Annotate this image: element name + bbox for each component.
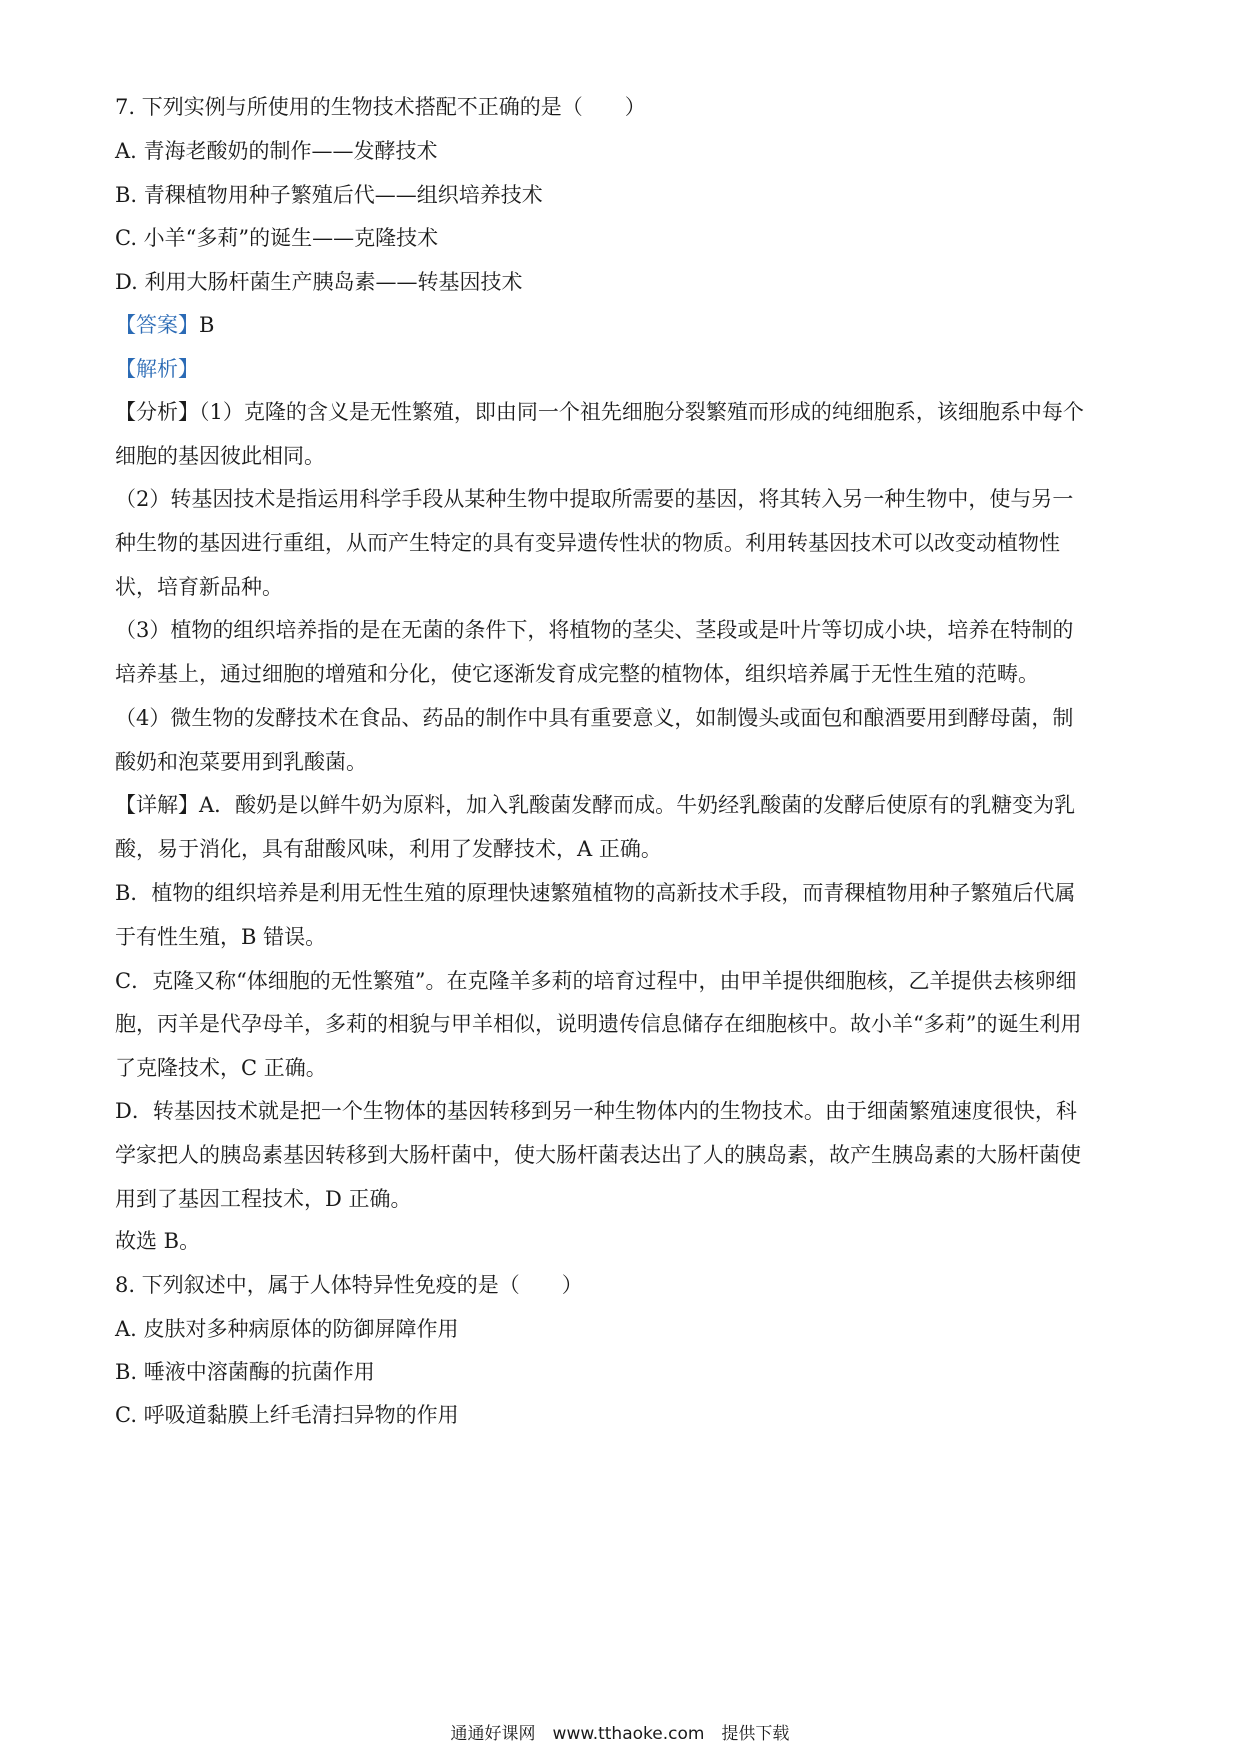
q7-option-a: A. 青海老酸奶的制作——发酵技术 xyxy=(115,139,438,163)
analysis-line xyxy=(115,659,1135,689)
analysis-text: 状，培育新品种。 xyxy=(115,575,283,599)
analysis-line xyxy=(115,878,1135,908)
analysis-text: （3）植物的组织培养指的是在无菌的条件下，将植物的茎尖、茎段或是叶片等切成小块，培养在特制的 xyxy=(115,618,1074,642)
analysis-text: 种生物的基因进行重组，从而产生特定的具有变异遗传性状的物质。利用转基因技术可以改变动植物性 xyxy=(115,531,1060,555)
analysis-text: 酸，易于消化，具有甜酸风味，利用了发酵技术，A 正确。 xyxy=(115,837,662,861)
analysis-line xyxy=(115,1096,1135,1126)
analysis-line xyxy=(115,441,1135,471)
q8-stem: 8. 下列叙述中，属于人体特异性免疫的是（ ） xyxy=(115,1273,583,1297)
analysis-text: （2）转基因技术是指运用科学手段从某种生物中提取所需要的基因，将其转入另一种生物中，使与另一 xyxy=(115,487,1074,511)
answer-tag: 【答案】 xyxy=(115,313,199,337)
analysis-text: 故选 B。 xyxy=(115,1229,201,1253)
q8-option-b: B. 唾液中溶菌酶的抗菌作用 xyxy=(115,1360,375,1384)
analysis-line xyxy=(115,397,1135,427)
analysis-text: 培养基上，通过细胞的增殖和分化，使它逐渐发育成完整的植物体，组织培养属于无性生殖的范畴。 xyxy=(115,662,1039,686)
analysis-text: （1）克隆的含义是无性繁殖，即由同一个祖先细胞分裂繁殖而形成的纯细胞系，该细胞系中每个 xyxy=(199,400,1084,424)
analysis-tag: 【解析】 xyxy=(115,357,199,381)
analysis-line xyxy=(115,1184,1135,1214)
analysis-line xyxy=(115,528,1135,558)
analysis-text: 酸奶和泡菜要用到乳酸菌。 xyxy=(115,750,367,774)
analysis-text: 于有性生殖，B 错误。 xyxy=(115,925,327,949)
analysis-heading xyxy=(115,354,1135,384)
analysis-line xyxy=(115,1053,1135,1083)
analysis-text: 了克隆技术，C 正确。 xyxy=(115,1056,327,1080)
analysis-text: 用到了基因工程技术，D 正确。 xyxy=(115,1187,412,1211)
analysis-line xyxy=(115,703,1135,733)
analysis-text: A．酸奶是以鲜牛奶为原料，加入乳酸菌发酵而成。牛奶经乳酸菌的发酵后使原有的乳糖变为乳 xyxy=(199,793,1076,817)
q8-option-c: C. 呼吸道黏膜上纤毛清扫异物的作用 xyxy=(115,1403,459,1427)
q7-stem: 7. 下列实例与所使用的生物技术搭配不正确的是（ ） xyxy=(115,95,646,119)
section-tag: 【分析】 xyxy=(115,400,199,424)
analysis-line xyxy=(115,834,1135,864)
analysis-line xyxy=(115,1009,1135,1039)
q8-option-a: A. 皮肤对多种病原体的防御屏障作用 xyxy=(115,1317,459,1341)
analysis-text: 胞，丙羊是代孕母羊，多莉的相貌与甲羊相似，说明遗传信息储存在细胞核中。故小羊“多莉”的诞生利用 xyxy=(115,1012,1082,1036)
analysis-line xyxy=(115,790,1135,820)
page-footer: 通通好课网 www.tthaoke.com 提供下载 xyxy=(450,1724,790,1744)
analysis-line xyxy=(115,615,1135,645)
q7-option-d: D. 利用大肠杆菌生产胰岛素——转基因技术 xyxy=(115,270,523,294)
analysis-text: C．克隆又称“体细胞的无性繁殖”。在克隆羊多莉的培育过程中，由甲羊提供细胞核，乙羊提供去核卵细 xyxy=(115,969,1077,993)
analysis-text: 学家把人的胰岛素基因转移到大肠杆菌中，使大肠杆菌表达出了人的胰岛素，故产生胰岛素的大肠杆菌使 xyxy=(115,1143,1081,1167)
analysis-line xyxy=(115,747,1135,777)
answer-line xyxy=(115,310,1135,340)
analysis-line xyxy=(115,1226,1135,1256)
analysis-text: 细胞的基因彼此相同。 xyxy=(115,444,325,468)
analysis-line xyxy=(115,484,1135,514)
q7-option-c: C. 小羊“多莉”的诞生——克隆技术 xyxy=(115,226,439,250)
analysis-line xyxy=(115,966,1135,996)
analysis-text: D．转基因技术就是把一个生物体的基因转移到另一种生物体内的生物技术。由于细菌繁殖速度很快，科 xyxy=(115,1099,1077,1123)
analysis-text: （4）微生物的发酵技术在食品、药品的制作中具有重要意义，如制馒头或面包和酿酒要用到酵母菌，制 xyxy=(115,706,1074,730)
answer-value: B xyxy=(199,313,215,337)
analysis-line xyxy=(115,1140,1135,1170)
q7-option-b: B. 青稞植物用种子繁殖后代——组织培养技术 xyxy=(115,183,543,207)
analysis-text: B．植物的组织培养是利用无性生殖的原理快速繁殖植物的高新技术手段，而青稞植物用种子繁殖后代属 xyxy=(115,881,1076,905)
analysis-line xyxy=(115,572,1135,602)
section-tag: 【详解】 xyxy=(115,793,199,817)
analysis-line xyxy=(115,922,1135,952)
